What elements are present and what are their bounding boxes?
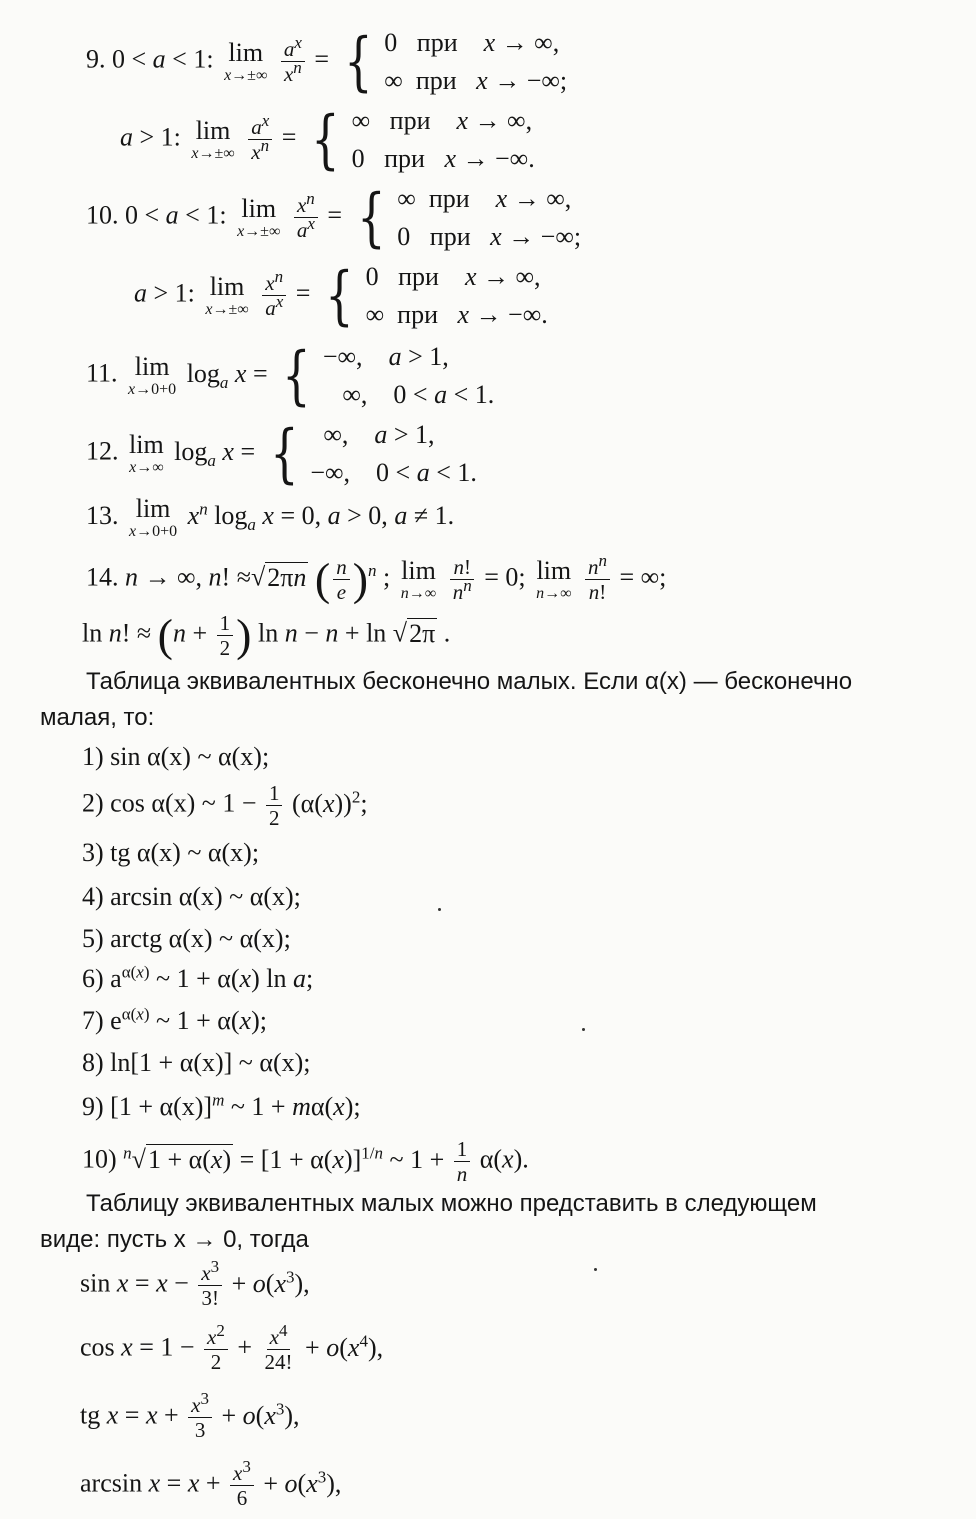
equiv-1: 1) sin α(x) ~ α(x); — [82, 742, 270, 771]
equiv-9: 9) $[1 + \alpha(x)]^m$ ~ 1 + mα(x); — [82, 1090, 361, 1121]
formula-12: 12. lim x→∞ $\log_a x$ = { ∞, a > 1, −∞, 0 < a < 1. — [86, 416, 477, 491]
formula-14: 14. n → ∞, n! ≈√2πn ( $\frac{n}{e}$ )$^n$ ; lim n→∞ $\frac{n!}{n^n}$ = 0; lim n→∞ $\frac{n^n}{n!}$ = ∞; — [86, 551, 667, 605]
series-sin: sin x = x − $\frac{x^3}{3!}$ + $o(x^3)$, — [80, 1257, 310, 1311]
table2-intro-cont: виде: пусть x → 0, тогда — [40, 1226, 309, 1253]
scan-speck — [438, 908, 441, 911]
table-intro: Таблица эквивалентных бесконечно малых. Если α(x) — бесконечно — [86, 668, 853, 695]
series-arcsin: arcsin x = x + $\frac{x^3}{6}$ + $o(x^3)$, — [80, 1457, 342, 1511]
formula-9a: 9. 0 < a < 1: lim x→±∞ $\frac{a^x}{x^n}$ = { 0 при x → ∞, ∞ при x → −∞; — [86, 24, 568, 99]
table2-intro: Таблицу эквивалентных малых можно представить в следующем — [86, 1190, 817, 1217]
equiv-7: 7) $e^{\alpha(x)}$ ~ 1 + α(x); — [82, 1004, 267, 1035]
formula-ln-factorial: ln n! ≈ (n + $\frac{1}{2}$ ) ln n − n + ln √2π . — [82, 609, 451, 661]
equiv-4: 4) arcsin α(x) ~ α(x); — [82, 882, 301, 911]
table-intro-cont: малая, то: — [40, 704, 155, 731]
formula-10b: a > 1: lim x→±∞ $\frac{x^n}{a^x}$ = { 0 при x → ∞, ∞ при x → −∞. — [134, 258, 548, 333]
equiv-10: 10) $^n√1 + \alpha(x) = [1 + \alpha(x)]^{1/n}$ ~ 1 + $\frac{1}{n}$ α(x). — [82, 1137, 529, 1187]
item-number: 9. — [86, 44, 106, 74]
scan-speck — [594, 1268, 597, 1271]
equiv-5: 5) arctg α(x) ~ α(x); — [82, 924, 291, 953]
scan-speck — [582, 1028, 585, 1031]
formula-9b: a > 1: lim x→±∞ $\frac{a^x}{x^n}$ = { ∞ при x → ∞, 0 при x → −∞. — [120, 102, 535, 177]
series-tg: tg x = x + $\frac{x^3}{3}$ + $o(x^3)$, — [80, 1389, 300, 1443]
equiv-8: 8) ln[1 + α(x)] ~ α(x); — [82, 1048, 311, 1077]
formula-11: 11. lim x→0+0 $\log_a x$ = { −∞, a > 1, ∞, 0 < a < 1. — [86, 338, 495, 413]
formula-10a: 10. 0 < a < 1: lim x→±∞ $\frac{x^n}{a^x}$ = { ∞ при x → ∞, 0 при x → −∞; — [86, 180, 582, 255]
equiv-3: 3) tg α(x) ~ α(x); — [82, 838, 260, 867]
formula-13: 13. lim x→0+0 $x^n$ $\log_a x = 0$, a > 0, a ≠ 1. — [86, 494, 455, 540]
series-cos: cos x = 1 − $\frac{x^2}{2}$ + $\frac{x^4}{24!}$ + $o(x^4)$, — [80, 1321, 384, 1375]
equiv-2: 2) cos α(x) ~ 1 − $\frac{1}{2}$ $(\alpha(x))^2$; — [82, 781, 368, 831]
equiv-6: 6) $a^{\alpha(x)}$ ~ 1 + α(x) ln a; — [82, 962, 314, 993]
